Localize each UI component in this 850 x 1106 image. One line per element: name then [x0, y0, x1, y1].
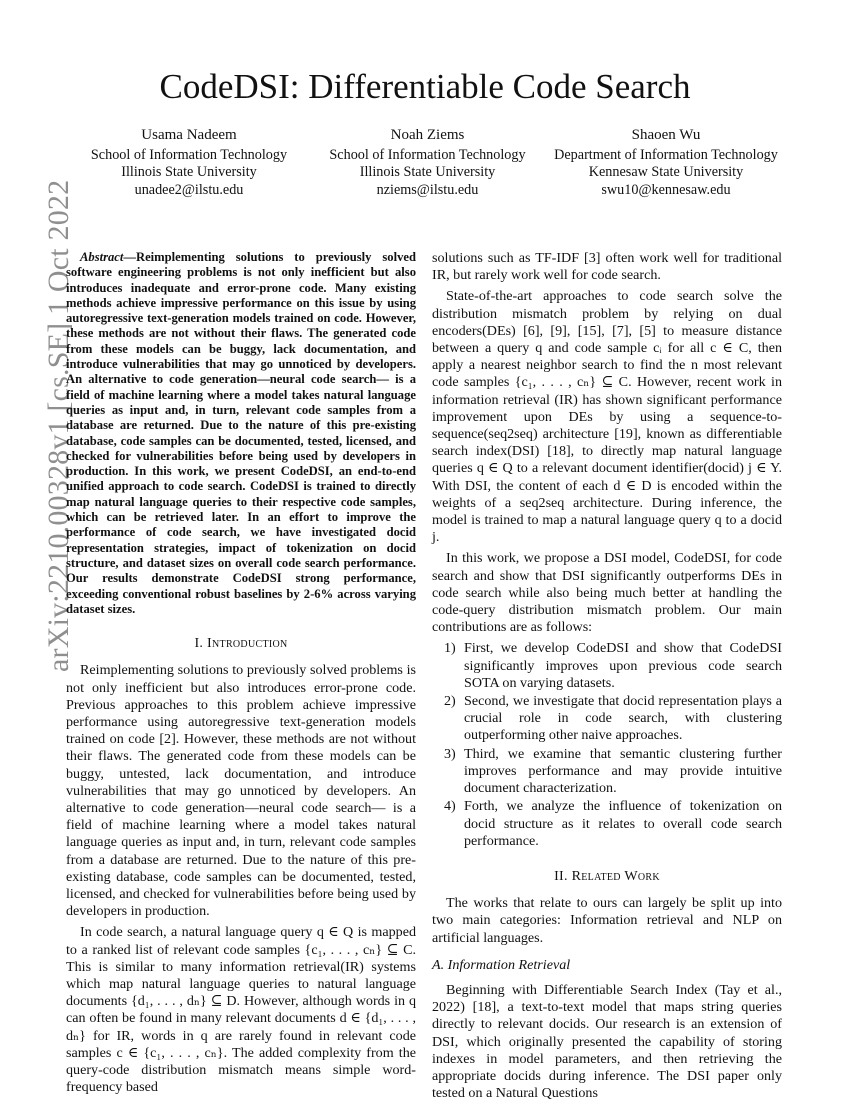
- abstract: [66, 250, 416, 617]
- section-heading-introduction: [66, 635, 416, 652]
- author-univ: Kennesaw State University: [588, 164, 744, 181]
- list-item-text: Third, we examine that semantic clustering further improves performance and may provide intuitive document characterization.: [464, 745, 782, 797]
- right-column: [432, 250, 782, 1106]
- intro-paragraph-4: State-of-the-art approaches to code search solve the distribution mismatch problem by relying on dual encoders(DEs) [6], [9], [15], [7], [5] to measure distance between a query q and code sample cᵢ for all c ∈ C, then apply a nearest neighbor search to find the n most relevant code samples {c₁, . . . , cₙ} ⊆ C. However, recent work in information retrieval (IR) has shown significant performance improvement upon DEs by using a sequence-to-sequence(seq2seq) architecture [19], known as differentiable search index(DSI) [18], to directly map natural language queries q ∈ Q to a relevant document identifier(docid) j ∈ Y. With DSI, the content of each d ∈ D is encoded within the weights of a seq2seq architecture. During inference, the model is trained to map a natural language query q to a docid j.: [432, 288, 782, 546]
- arxiv-sidebar: [4, 0, 75, 1100]
- related-paragraph-1: The works that relate to ours can largely be split up into two main categories: Information retrieval and NLP on artificial languages.: [432, 895, 782, 946]
- section-title: Related Work: [571, 868, 660, 884]
- subsection-heading-information-retrieval: A. Information Retrieval: [432, 956, 571, 973]
- list-item: [432, 746, 782, 798]
- author-block: [70, 127, 785, 199]
- author-dept: Department of Information Technology: [554, 146, 778, 163]
- list-item: [432, 693, 782, 745]
- contributions-list: [432, 640, 782, 849]
- author-name: Shaoen Wu: [631, 127, 701, 143]
- list-item: [432, 640, 782, 692]
- author-3: [547, 127, 785, 199]
- section-number: I.: [194, 636, 204, 652]
- author-name: Usama Nadeem: [141, 127, 237, 143]
- intro-paragraph-1: Reimplementing solutions to previously solved problems is not only inefficient but also introduces error-prone code. Previous approaches to this problem achieve impressive performance using autoregressive text-generation models trained on code [2]. However, these methods are not without their flaws. The generated code from these models can be buggy, untested, lack documentation, and introduce vulnerabilities that may go unnoticed by developers. An alternative to code generation—neural code search— is a field of machine learning where a model takes natural language queries as input and, in turn, relevant code samples from a database are returned. Due to the nature of this pre-existing database, code samples can be documented, tested, licensed, and checked for vulnerabilities before being used by developers in production.: [66, 662, 416, 920]
- author-univ: Illinois State University: [359, 164, 496, 181]
- author-1: [70, 127, 308, 199]
- author-univ: Illinois State University: [121, 164, 257, 181]
- list-item-text: First, we develop CodeDSI and show that CodeDSI significantly improves upon previous code search SOTA on varying datasets.: [464, 640, 782, 691]
- section-number: II.: [554, 868, 568, 884]
- intro-paragraph-2: In code search, a natural language query q ∈ Q is mapped to a ranked list of relevant code samples {c₁, . . . , cₙ} ⊆ C. This is similar to many information retrieval(IR) systems which map natural language queries to natural language documents {d₁, . . . , dₙ} ⊆ D. However, although words in q can often be found in many relevant documents d ∈ {d₁, . . . , dₙ} for IR, words in q are rarely found in relevant code samples c ∈ {c₁, . . . , cₙ}. The added complexity from the query-code distribution mismatch means simple word-frequency based: [66, 924, 416, 1096]
- author-dept: School of Information Technology: [329, 146, 526, 163]
- author-email: unadee2@ilstu.edu: [134, 181, 244, 198]
- list-item-number: 2): [444, 693, 456, 710]
- left-column: [66, 250, 416, 1100]
- section-heading-related-work: [432, 868, 782, 885]
- author-email: swu10@kennesaw.edu: [601, 181, 731, 198]
- intro-paragraph-3: solutions such as TF-IDF [3] often work well for traditional IR, but rarely work well for code search.: [432, 250, 782, 284]
- list-item-number: 3): [444, 745, 456, 762]
- author-dept: School of Information Technology: [90, 146, 288, 163]
- author-name: Noah Ziems: [390, 127, 465, 143]
- ir-paragraph-1: Beginning with Differentiable Search Index (Tay et al., 2022) [18], a text-to-text model that maps string queries directly to relevant docids. Our research is an extension of DSI, which originally presented the capability of storing indexes in model parameters, and then retrieving the appropriate docids during inference. The DSI paper only tested on a Natural Questions: [432, 981, 782, 1102]
- list-item: [432, 798, 782, 850]
- author-2: [309, 127, 547, 199]
- list-item-number: 4): [444, 798, 456, 815]
- list-item-text: Second, we investigate that docid representation plays a crucial role in code search, with clustering outperforming other naive approaches.: [464, 693, 782, 744]
- section-title: Introduction: [207, 636, 288, 652]
- arxiv-identifier: arXiv:2210.00328v1 [cs.SE] 1 Oct 2022: [42, 179, 75, 672]
- author-email: nziems@ilstu.edu: [376, 181, 479, 198]
- paper-title: CodeDSI: Differentiable Code Search: [159, 67, 691, 106]
- abstract-lead: Abstract: [80, 250, 124, 264]
- list-item-text: Forth, we analyze the influence of tokenization on docid structure as it relates to overall code search performance.: [464, 798, 782, 849]
- list-item-number: 1): [444, 640, 456, 657]
- intro-paragraph-5: In this work, we propose a DSI model, CodeDSI, for code search and show that DSI significantly outperforms DEs in code search while also being much better at handling the code-query distribution mismatch problem. Our main contributions are as follows:: [432, 550, 782, 636]
- abstract-text: —Reimplementing solutions to previously solved software engineering problems is not only inefficient but also introduces inadequate and error-prone code. Many existing methods achieve impressive performance on this issue by using autoregressive text-generation models trained on code. However, these methods are not without their flaws. The generated code from these models can be buggy, lack documentation, and introduce vulnerabilities that may go unnoticed by developers. An alternative to code generation—neural code search— is a field of machine learning where a model takes natural language queries as input and, in turn, relevant code samples from a database are returned. Due to the nature of this pre-existing database, code samples can be documented, tested, licensed, and checked for vulnerabilities before being used by developers in production. In this work, we present CodeDSI, an end-to-end unified approach to code search. CodeDSI is trained to directly map natural language queries to their respective code samples, which can be retrieved later. In an effort to improve the performance of code search, we have investigated docid representation strategies, impact of tokenization on docid structure, and dataset sizes on overall code search performance. Our results demonstrate CodeDSI strong performance, exceeding conventional robust baselines by 2-6% across varying dataset sizes.: [66, 250, 416, 616]
